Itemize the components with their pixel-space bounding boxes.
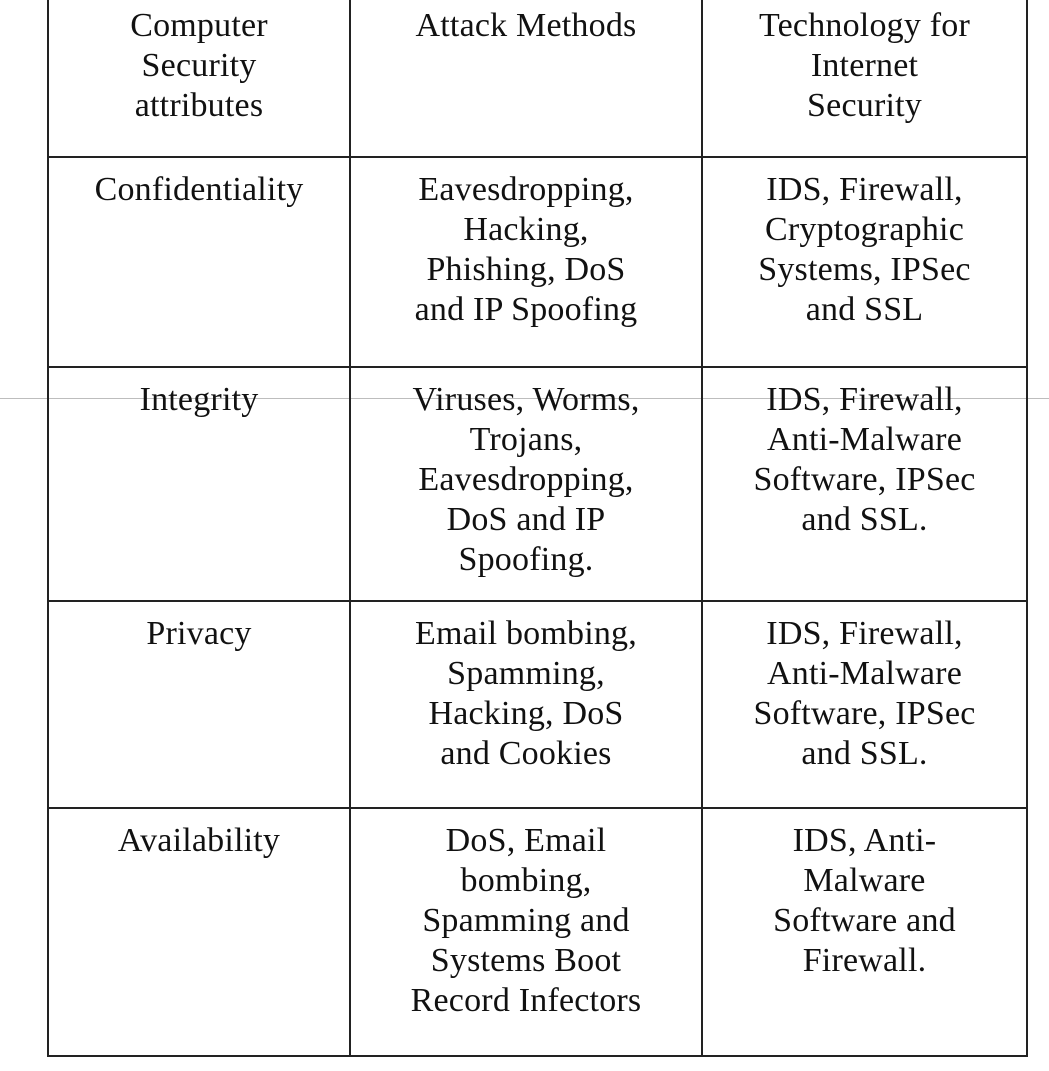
header-text: Computer [130, 7, 268, 44]
security-attributes-table [47, 0, 1028, 1057]
technology-text: IDS, Firewall, [766, 381, 963, 418]
technology-text: Software and [773, 902, 956, 939]
attribute-cell [48, 808, 350, 1056]
attack-text: Spamming, [447, 655, 605, 692]
header-cell-technology [702, 0, 1027, 157]
header-text: Technology for [759, 7, 970, 44]
attack-text: Systems Boot [430, 942, 622, 979]
attribute-text: Confidentiality [94, 171, 304, 208]
attack-methods-cell [350, 367, 702, 601]
technology-cell [702, 367, 1027, 601]
table-row [48, 808, 1027, 1056]
technology-text: IDS, Anti- [792, 822, 937, 859]
technology-text: Anti-Malware [767, 655, 962, 692]
technology-text: Firewall. [802, 942, 927, 979]
header-text: Security [141, 47, 257, 84]
technology-text: and SSL. [801, 501, 928, 538]
attack-text: Email bombing, [415, 615, 637, 652]
technology-cell [702, 601, 1027, 808]
attack-text: Spoofing. [458, 541, 594, 578]
attack-text: Record Infectors [410, 982, 642, 1019]
attack-methods-cell [350, 808, 702, 1056]
attribute-cell [48, 157, 350, 367]
attack-text: bombing, [460, 862, 592, 899]
table-row [48, 601, 1027, 808]
table-row [48, 157, 1027, 367]
attack-text: DoS and IP [446, 501, 606, 538]
table-row [48, 367, 1027, 601]
attack-text: Spamming and [422, 902, 630, 939]
header-text: Security [807, 87, 922, 124]
attack-text: Trojans, [469, 421, 583, 458]
attribute-text: Integrity [139, 381, 259, 418]
header-text: attributes [134, 87, 264, 124]
attribute-text: Availability [117, 822, 281, 859]
table-header-row [48, 0, 1027, 157]
attribute-cell [48, 367, 350, 601]
attack-text: Hacking, [463, 211, 589, 248]
attack-text: DoS, Email [445, 822, 607, 859]
technology-text: IDS, Firewall, [766, 171, 963, 208]
technology-text: Cryptographic [765, 211, 964, 248]
attack-methods-cell [350, 601, 702, 808]
attack-text: Hacking, DoS [428, 695, 624, 732]
technology-cell [702, 808, 1027, 1056]
attribute-cell [48, 601, 350, 808]
technology-text: and SSL [805, 291, 924, 328]
technology-text: Systems, IPSec [758, 251, 971, 288]
technology-text: Software, IPSec [753, 461, 976, 498]
technology-text: Anti-Malware [767, 421, 962, 458]
technology-text: and SSL. [801, 735, 928, 772]
attack-text: and IP Spoofing [414, 291, 638, 328]
technology-text: Malware [803, 862, 926, 899]
technology-cell [702, 157, 1027, 367]
technology-text: IDS, Firewall, [766, 615, 963, 652]
header-cell-attack-methods [350, 0, 702, 157]
attack-text: and Cookies [440, 735, 612, 772]
attack-text: Eavesdropping, [418, 171, 634, 208]
technology-text: Software, IPSec [753, 695, 976, 732]
attack-text: Eavesdropping, [418, 461, 634, 498]
header-cell-security-attributes [48, 0, 350, 157]
attribute-text: Privacy [146, 615, 252, 652]
header-text: Internet [810, 47, 919, 84]
attack-methods-cell [350, 157, 702, 367]
header-text: Attack Methods [415, 7, 637, 44]
attack-text: Viruses, Worms, [412, 381, 640, 418]
attack-text: Phishing, DoS [426, 251, 626, 288]
